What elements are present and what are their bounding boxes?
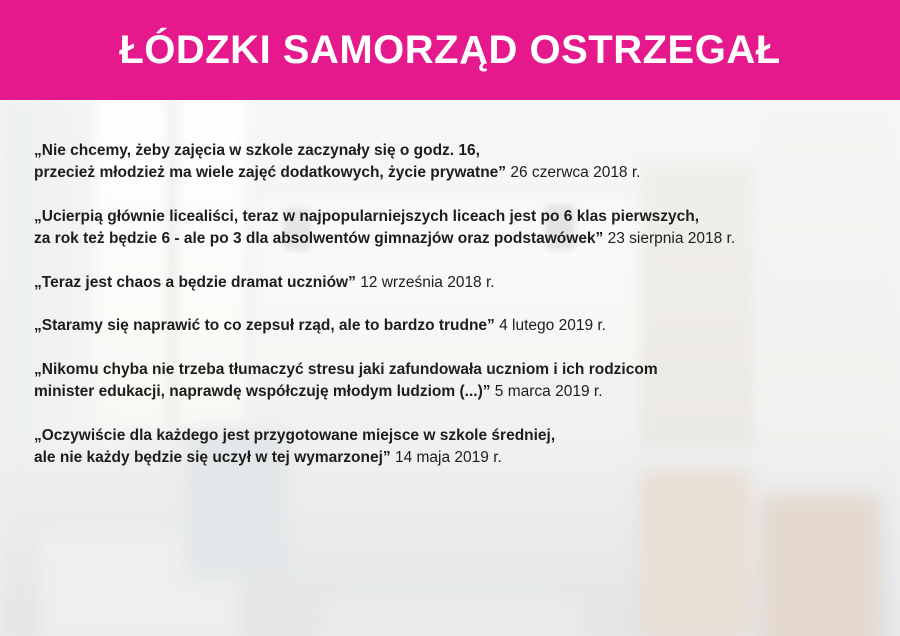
list-item: [34, 140, 866, 185]
quote-text: „Nie chcemy, żeby zajęcia w szkole zaczynały się o godz. 16,: [34, 142, 480, 159]
list-item: [34, 315, 866, 337]
quote-line: [34, 315, 866, 337]
quote-text: „Oczywiście dla każdego jest przygotowane miejsce w szkole średniej,: [34, 426, 556, 444]
quote-line: [34, 359, 866, 381]
list-item: [34, 272, 866, 294]
quote-date: 14 maja 2019 r.: [394, 449, 502, 467]
header-band: [0, 0, 900, 100]
quote-text: za rok też będzie 6 - ale po 3 dla absolwentów gimnazjów oraz podstawówek”: [34, 230, 604, 248]
quote-list: [0, 100, 900, 636]
quote-line: [34, 425, 866, 447]
quote-line: [34, 272, 866, 294]
quote-date: 12 września 2018 r.: [360, 273, 495, 291]
quote-date: 23 sierpnia 2018 r.: [607, 230, 736, 248]
quote-line: [34, 447, 866, 469]
quote-line: [34, 381, 866, 403]
quote-date: 4 lutego 2019 r.: [499, 317, 606, 335]
quote-text: „Staramy się naprawić to co zepsuł rząd, ale to bardzo trudne”: [34, 317, 495, 335]
list-item: [34, 206, 866, 251]
quote-text: „Nikomu chyba nie trzeba tłumaczyć stresu jaki zafundowała uczniom i ich rodzicom: [34, 360, 658, 378]
quote-text: „Teraz jest chaos a będzie dramat uczniów”: [34, 273, 356, 291]
quote-line: [34, 162, 866, 184]
quote-line: [34, 206, 866, 228]
quote-text: ale nie każdy będzie się uczył w tej wymarzonej”: [34, 449, 391, 467]
list-item: [34, 425, 866, 470]
quote-line: [34, 140, 866, 162]
quote-line: [34, 228, 866, 250]
page-title: ŁÓDZKI SAMORZĄD OSTRZEGAŁ: [119, 28, 781, 72]
quote-date: 5 marca 2019 r.: [494, 383, 603, 401]
quote-text: przecież młodzież ma wiele zajęć dodatkowych, życie prywatne”: [34, 164, 507, 182]
quote-text: minister edukacji, naprawdę współczuję młodym ludziom (...)”: [34, 383, 491, 401]
quote-date: 26 czerwca 2018 r.: [510, 164, 641, 182]
quote-text: „Ucierpią głównie licealiści, teraz w najpopularniejszych liceach jest po 6 klas pierwszych,: [34, 207, 700, 225]
list-item: [34, 359, 866, 404]
